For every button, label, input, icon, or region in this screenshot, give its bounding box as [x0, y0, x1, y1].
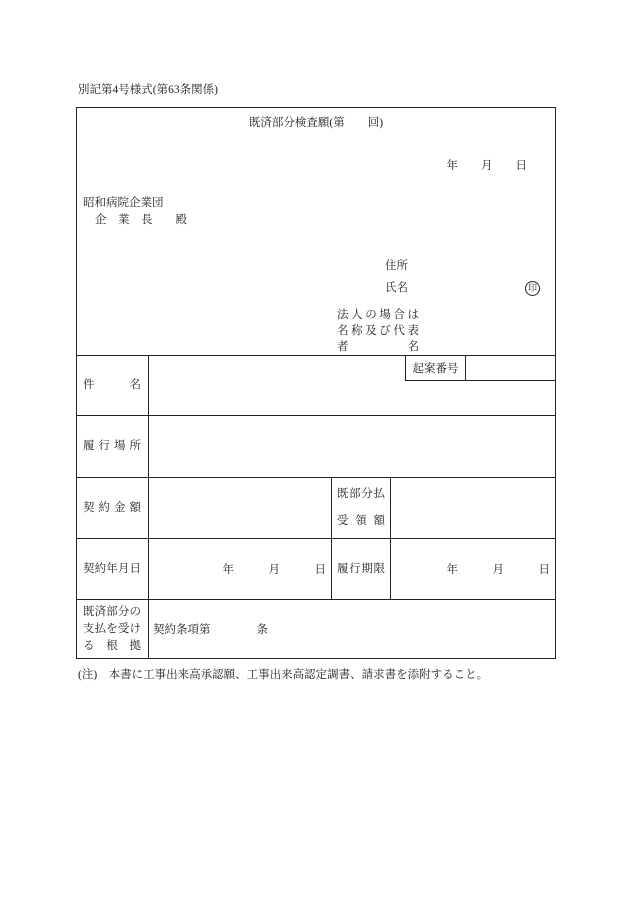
row-dates [77, 538, 555, 599]
corporate-note [337, 307, 419, 355]
corporate-note-line: 法人の場合は [337, 309, 419, 321]
basis-label-cell [77, 600, 149, 658]
basis-label-line: 既済部分の [83, 605, 141, 618]
seal-mark-icon: 印 [525, 281, 540, 296]
contract-date-field [149, 539, 332, 599]
basis-label-line: る 根 拠 [83, 639, 141, 652]
contract-clause-text: 契約条項第 条 [153, 624, 268, 636]
partial-payment-label-line: 受 領 額 [337, 515, 385, 527]
addressee-organization: 昭和病院企業団 [83, 197, 164, 209]
contract-date-label-cell [77, 539, 149, 599]
draft-number-label: 起案番号 [405, 356, 465, 381]
place-label-cell [77, 416, 149, 477]
corporate-note-line: 名称及び代表 [337, 325, 419, 337]
inspection-request-form [76, 107, 556, 659]
submission-date: 年 月 日 [446, 160, 527, 172]
form-title: 既済部分検査願(第 回) [248, 117, 384, 129]
contract-date-value: 年 月 日 [222, 564, 326, 576]
contract-date-label: 契約年月日 [83, 562, 141, 575]
deadline-field [391, 539, 555, 599]
partial-payment-field [391, 478, 555, 538]
deadline-date-value: 年 月 日 [446, 564, 550, 576]
row-amount [77, 477, 555, 538]
draft-number-field [465, 356, 555, 381]
form-reference: 別記第4号様式(第63条関係) [78, 84, 218, 96]
basis-label-line: 支払を受け [83, 622, 141, 635]
footnote: (注) 本書に工事出来高承認願、工事出来高認定調書、請求書を添附すること。 [78, 669, 489, 681]
addressee-recipient: 企 業 長 殿 [95, 214, 187, 226]
partial-payment-label-cell [332, 478, 391, 538]
partial-payment-label-line: 既部分払 [337, 488, 385, 500]
place-field [149, 416, 555, 477]
form-table [77, 355, 555, 658]
subject-label-cell [77, 356, 149, 415]
row-subject [77, 355, 555, 415]
row-basis [77, 599, 555, 658]
row-place [77, 415, 555, 477]
applicant-name-label: 氏名 [385, 282, 408, 294]
applicant-address-label: 住所 [385, 260, 408, 272]
contract-amount-label: 契 約 金 額 [83, 501, 141, 514]
basis-field [149, 600, 555, 658]
subject-field [149, 356, 555, 415]
contract-amount-field [149, 478, 332, 538]
deadline-label: 履行期限 [337, 562, 385, 575]
corporate-note-line: 者 名 [337, 341, 419, 353]
amount-label-cell [77, 478, 149, 538]
deadline-label-cell [332, 539, 391, 599]
subject-label: 件 名 [83, 379, 141, 391]
place-label: 履 行 場 所 [83, 440, 141, 452]
